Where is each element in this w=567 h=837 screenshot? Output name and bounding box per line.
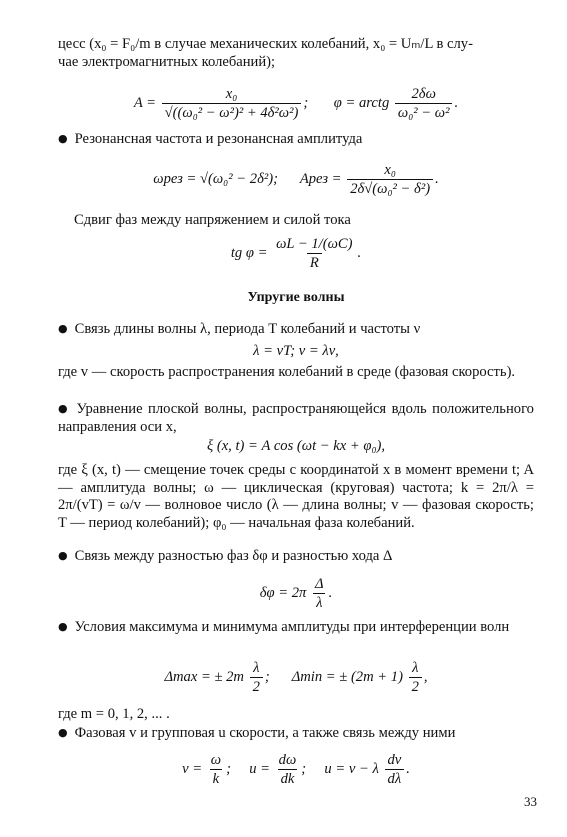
- formula-lhs: Aрез =: [299, 170, 342, 187]
- denominator: 2: [409, 677, 422, 695]
- denominator: dk: [278, 769, 298, 787]
- bullet-group-velocity: ● Фазовая v и групповая u скорости, а также связь между ними: [58, 724, 534, 743]
- formula-plane-wave: ξ (x, t) = A cos (ωt − kx + φ₀),: [206, 438, 386, 454]
- end-punct: .: [406, 760, 410, 777]
- paragraph-phase-velocity: где v — скорость распространения колебаний в среде (фазовая скорость).: [58, 364, 516, 380]
- denominator: λ: [313, 593, 325, 611]
- formula-velocities: [58, 752, 534, 787]
- separator: ;: [226, 760, 231, 777]
- fraction: [384, 752, 404, 787]
- formula-phase-difference: [58, 576, 534, 611]
- formula-amplitude-phase: [58, 86, 534, 121]
- numerator: ω: [210, 752, 222, 768]
- end-punct: .: [328, 584, 333, 601]
- numerator: x₀: [225, 86, 238, 102]
- formula-lhs: φ = arctg: [333, 94, 390, 111]
- fraction: [276, 752, 300, 787]
- bullet-plane-wave: ● Уравнение плоской волны, распространяющейся вдоль положительного направления оси x,: [58, 400, 534, 436]
- paragraph-continuation: [58, 36, 534, 71]
- fraction: [312, 576, 327, 611]
- formula-wavelength: λ = vT; v = λν,: [253, 343, 339, 359]
- formula-lhs: u =: [249, 760, 270, 777]
- formula-lhs: Δmin = ± (2m + 1): [291, 668, 403, 685]
- phase-shift-text: Сдвиг фаз между напряжением и силой тока: [74, 212, 351, 228]
- formula-lhs: tg φ =: [230, 244, 268, 261]
- end-punct: .: [357, 244, 362, 261]
- denominator: 2δ√(ω₀² − δ²): [347, 179, 433, 197]
- formula-resonance: [58, 162, 534, 197]
- numerator: dv: [387, 752, 402, 768]
- bullet-wavelength: ● Связь длины волны λ, периода T колебаний и частоты ν: [58, 320, 534, 339]
- formula-lhs: v =: [182, 760, 203, 777]
- page-number: 33: [524, 794, 537, 809]
- fraction: [409, 660, 422, 695]
- bullet-interference: ● Условия максимума и минимума амплитуды при интерференции волн: [58, 618, 534, 637]
- numerator: λ: [253, 660, 260, 676]
- fraction: [273, 236, 355, 271]
- bullet-resonance: ● Резонансная частота и резонансная амплитуда: [58, 130, 534, 149]
- end-punct: .: [435, 170, 439, 187]
- formula-lhs: δφ = 2π: [259, 584, 307, 601]
- formula-lhs: A =: [133, 94, 156, 111]
- section-heading: Упругие волны: [247, 290, 345, 305]
- text-line: цесс (x₀ = F₀/m в случае механических колебаний, x₀ = Uₘ/L в слу-: [58, 36, 473, 52]
- denominator: √((ω₀² − ω²)² + 4δ²ω²): [162, 103, 302, 121]
- fraction: [162, 86, 302, 121]
- formula-lhs: Δmax = ± 2m: [164, 668, 244, 685]
- numerator: dω: [278, 752, 297, 768]
- fraction: [250, 660, 263, 695]
- denominator: R: [307, 253, 322, 271]
- end-punct: ,: [423, 668, 428, 685]
- denominator: dλ: [385, 769, 405, 787]
- text-line: чае электромагнитных колебаний);: [58, 53, 276, 70]
- formula-left: ωрез = √(ω₀² − 2δ²);: [153, 170, 278, 187]
- numerator: 2δω: [411, 86, 436, 102]
- numerator: x₀: [384, 162, 396, 178]
- separator: ;: [301, 760, 307, 777]
- bullet-phase-difference: ● Связь между разностью фаз δφ и разностью хода Δ: [58, 547, 534, 566]
- fraction: [347, 162, 433, 197]
- formula-lhs: u = v − λ: [324, 760, 379, 777]
- separator: ;: [264, 668, 270, 685]
- formula-tg-phi: [58, 236, 534, 271]
- denominator: ω₀² − ω²: [395, 103, 453, 121]
- fraction: [208, 752, 224, 787]
- numerator: Δ: [315, 576, 324, 592]
- fraction: [395, 86, 453, 121]
- denominator: k: [210, 769, 222, 787]
- paragraph-m-values: где m = 0, 1, 2, ... .: [58, 706, 170, 722]
- end-punct: .: [454, 94, 459, 111]
- separator: ;: [303, 94, 309, 111]
- denominator: 2: [250, 677, 263, 695]
- formula-interference: [58, 660, 534, 695]
- numerator: ωL − 1/(ωC): [276, 236, 353, 252]
- paragraph-wave-terms: где ξ (x, t) — смещение точек среды с координатой x в момент времени t; A — амплитуда волны; ω — циклическая (круговая) частота; k = 2π/λ = 2π/(vT) = ω/v — волновое число (λ — длина волны; v — фазовая скорость; T — период колебаний); φ₀ — начальная фаза колебаний.: [58, 462, 534, 531]
- numerator: λ: [412, 660, 419, 676]
